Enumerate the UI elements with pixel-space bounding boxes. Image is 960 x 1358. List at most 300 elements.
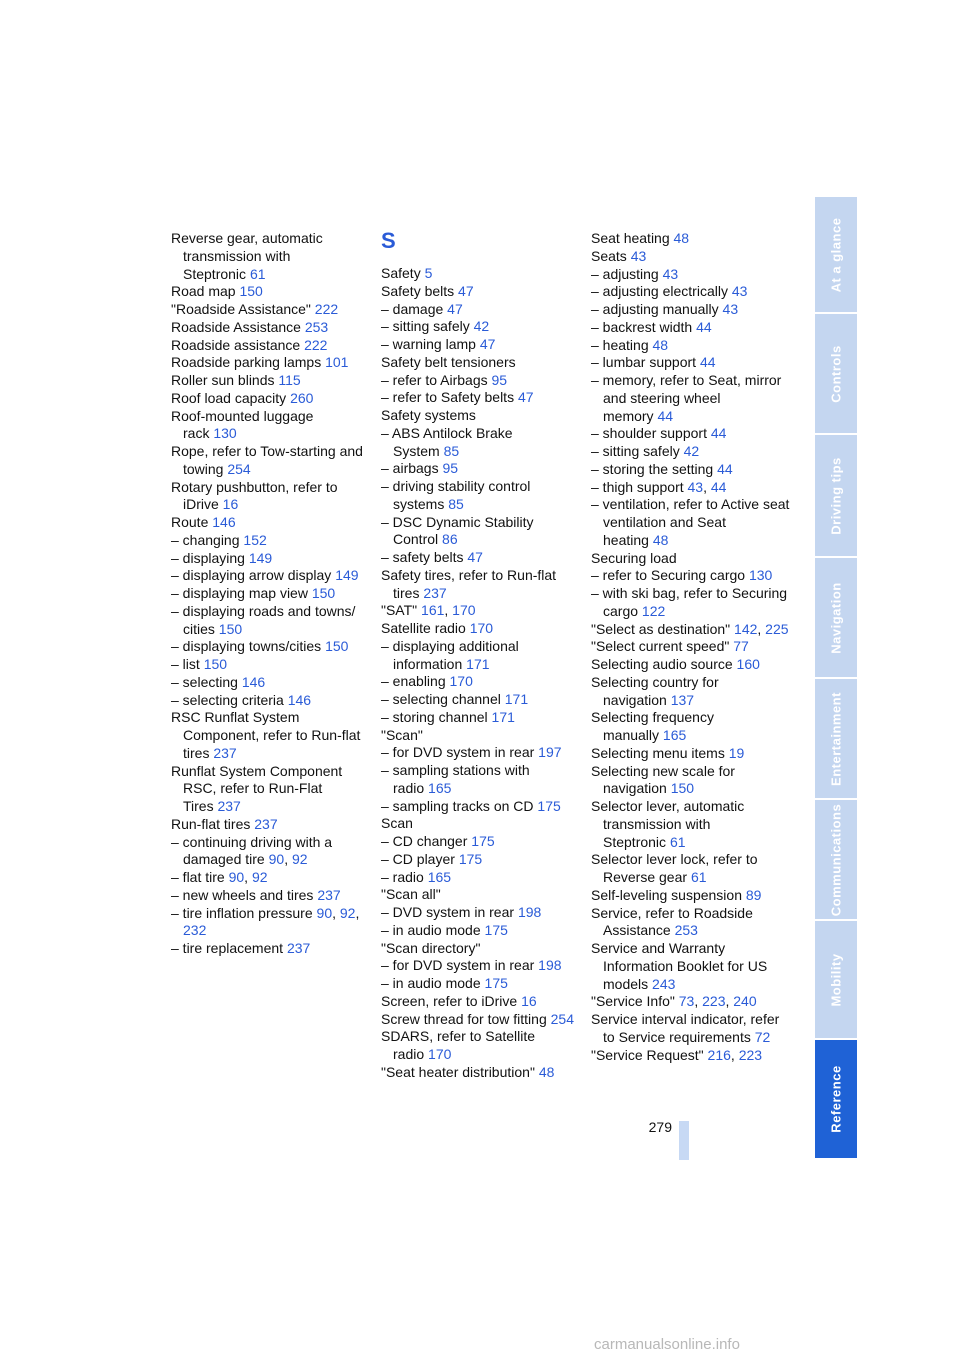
index-term: Runflat System Component RSC, refer to Run-Flat Tires xyxy=(171,762,343,814)
page-reference-link[interactable]: 48 xyxy=(673,230,690,246)
index-entry xyxy=(591,496,791,549)
index-term: – changing xyxy=(171,531,240,548)
index-term: "Select current speed" xyxy=(591,638,730,655)
index-entry xyxy=(381,975,581,993)
index-entry xyxy=(381,265,581,283)
index-entry: "SAT" 161, 170 xyxy=(381,602,476,619)
index-term: Route xyxy=(171,514,209,530)
index-term: – driving stability control systems xyxy=(381,478,531,512)
page-reference-link[interactable]: 47 xyxy=(447,300,463,317)
index-entry xyxy=(171,887,371,905)
page-reference-link[interactable]: 260 xyxy=(290,389,314,406)
page-reference-link[interactable]: 43 xyxy=(630,247,647,264)
index-term: Securing load xyxy=(591,549,677,566)
index-column-1 xyxy=(171,230,371,958)
index-term: – refer to Safety belts xyxy=(381,389,515,406)
index-term: – selecting channel xyxy=(381,691,501,707)
page-reference-link[interactable]: 101 xyxy=(325,354,349,371)
page-reference-link[interactable]: 44 xyxy=(657,407,674,424)
page-reference-link[interactable]: 61 xyxy=(249,265,266,282)
index-entry xyxy=(381,549,581,567)
page-reference-link[interactable]: 223 xyxy=(738,1046,763,1063)
page-reference-link[interactable]: 92 xyxy=(291,851,308,868)
index-term: Reverse gear, automatic transmission with Steptronic xyxy=(171,230,323,282)
index-entry xyxy=(591,798,791,851)
page-reference-link[interactable]: 165 xyxy=(428,779,452,796)
page-reference-link[interactable]: 171 xyxy=(466,655,490,672)
index-term: Scan xyxy=(381,815,413,832)
index-column-3 xyxy=(591,230,791,1064)
index-entry xyxy=(171,638,371,656)
page-reference-link[interactable]: 237 xyxy=(213,744,237,761)
index-term: Safety tires, refer to Run-flat tires xyxy=(381,566,557,601)
index-term: Selecting audio source xyxy=(591,656,733,672)
index-entry xyxy=(171,709,371,762)
index-entry xyxy=(171,674,371,692)
side-tab-mobility[interactable] xyxy=(815,921,857,1040)
index-entry xyxy=(591,425,791,443)
index-term: – CD changer xyxy=(381,833,468,849)
page-reference-link[interactable]: 92 xyxy=(251,869,268,885)
page-reference-link[interactable]: 95 xyxy=(442,460,459,477)
page-reference-link[interactable]: 61 xyxy=(669,833,686,850)
index-term: "Seat heater distribution" xyxy=(381,1063,535,1080)
index-term: – adjusting electrically xyxy=(591,283,728,300)
index-term: "Scan all" xyxy=(381,886,441,903)
page-reference-link[interactable]: 16 xyxy=(521,992,537,1009)
index-column-2 xyxy=(381,226,581,1082)
page-reference-link[interactable]: 171 xyxy=(504,691,529,707)
index-term: Seats xyxy=(591,247,627,264)
index-entry xyxy=(171,816,371,834)
index-entry xyxy=(591,550,791,568)
index-term: RSC Runflat System Component, refer to Run-flat tires xyxy=(171,709,361,761)
page-reference-link[interactable]: 222 xyxy=(304,336,328,353)
page-reference-link[interactable]: 92 xyxy=(339,904,356,921)
page-reference-link[interactable]: 216 xyxy=(707,1046,731,1063)
page-reference-link[interactable]: 150 xyxy=(670,780,695,797)
side-tab-communications[interactable] xyxy=(815,800,857,921)
index-term: – displaying arrow display xyxy=(171,567,332,584)
page-reference-link[interactable]: 48 xyxy=(538,1063,555,1080)
page-reference-link[interactable]: 197 xyxy=(538,744,562,761)
page-reference-link[interactable]: 47 xyxy=(479,336,496,352)
index-entry xyxy=(381,336,581,354)
index-term: Selecting country for navigation xyxy=(591,673,719,708)
index-entry xyxy=(381,372,581,390)
page-reference-link[interactable]: 170 xyxy=(469,620,494,636)
index-entry xyxy=(591,745,791,763)
page-reference-link[interactable]: 150 xyxy=(203,656,228,672)
page-reference-link[interactable]: 77 xyxy=(733,638,749,655)
index-entry xyxy=(381,318,581,336)
page-reference-link[interactable]: 165 xyxy=(662,727,687,743)
index-entry xyxy=(171,692,371,710)
page-reference-link[interactable]: 237 xyxy=(286,940,311,956)
page-reference-link[interactable]: 42 xyxy=(473,318,490,335)
page-reference-link[interactable]: 240 xyxy=(733,993,757,1010)
index-term: "Select as destination" xyxy=(591,620,731,637)
index-term: Road map xyxy=(171,283,236,300)
page-reference-link[interactable]: 16 xyxy=(222,496,239,513)
index-term: – displaying map view xyxy=(171,585,308,601)
index-entry xyxy=(591,337,791,355)
index-term: – enabling xyxy=(381,673,446,690)
page-reference-link[interactable]: 90 xyxy=(268,851,285,868)
page-reference-link[interactable]: 48 xyxy=(652,336,669,353)
index-entry xyxy=(171,230,371,283)
index-term: – tire replacement xyxy=(171,940,284,956)
page-reference-link[interactable]: 43 xyxy=(731,283,748,300)
index-entry xyxy=(591,283,791,301)
page-reference-link[interactable]: 146 xyxy=(241,673,266,690)
index-term: – adjusting xyxy=(591,265,659,282)
page-reference-link[interactable]: 237 xyxy=(254,815,278,832)
index-entry xyxy=(171,585,371,603)
index-entry xyxy=(591,940,791,993)
index-term: – list xyxy=(171,656,200,672)
index-entry xyxy=(381,620,581,638)
index-term: – damage xyxy=(381,300,444,317)
page-reference-link[interactable]: 222 xyxy=(314,301,339,317)
index-entry: – flat tire 90, 92 xyxy=(171,869,268,885)
index-entry xyxy=(591,461,791,479)
page-reference-link[interactable]: 150 xyxy=(325,638,349,655)
side-tab-navigation xyxy=(815,197,857,1160)
side-tab-entertainment[interactable] xyxy=(815,679,857,800)
index-entry xyxy=(381,851,581,869)
index-entry xyxy=(381,709,581,727)
index-entry xyxy=(381,283,581,301)
index-term: – DVD system in rear xyxy=(381,904,515,920)
page-reference-link[interactable]: 146 xyxy=(287,691,312,708)
index-entry xyxy=(171,337,371,355)
index-term: Safety xyxy=(381,265,421,281)
index-term: – displaying towns/cities xyxy=(171,638,322,655)
index-term: – ABS Antilock Brake System xyxy=(381,424,513,459)
page-reference-link[interactable]: 223 xyxy=(702,993,726,1010)
page-reference-link[interactable]: 175 xyxy=(471,833,495,849)
page-reference-link[interactable]: 86 xyxy=(442,531,458,548)
index-term: Service and Warranty Information Booklet for US models xyxy=(591,940,768,992)
index-entry xyxy=(381,478,581,514)
index-term: – for DVD system in rear xyxy=(381,744,535,761)
index-entry xyxy=(171,408,371,444)
index-entry xyxy=(381,957,581,975)
page-reference-link[interactable]: 150 xyxy=(239,283,263,300)
index-term: Run-flat tires xyxy=(171,815,251,832)
page-reference-link[interactable]: 253 xyxy=(674,922,698,939)
index-term: Screen, refer to iDrive xyxy=(381,992,518,1009)
page-reference-link[interactable]: 122 xyxy=(641,602,666,619)
index-entry xyxy=(381,354,581,372)
index-term: – lumbar support xyxy=(591,354,697,371)
page-reference-link[interactable]: 43 xyxy=(722,301,739,317)
index-term: Rotary pushbutton, refer to iDrive xyxy=(171,478,338,513)
page-reference-link[interactable]: 47 xyxy=(517,389,534,406)
index-term: – CD player xyxy=(381,850,455,867)
index-term: – shoulder support xyxy=(591,425,707,442)
page-reference-link[interactable]: 44 xyxy=(699,354,716,371)
index-term: – storing the setting xyxy=(591,460,714,477)
index-entry xyxy=(591,230,791,248)
page-reference-link[interactable]: 43 xyxy=(687,478,704,495)
page-reference-link[interactable]: 61 xyxy=(690,869,707,885)
index-term: Roller sun blinds xyxy=(171,372,275,388)
index-entry xyxy=(381,301,581,319)
page-reference-link[interactable]: 243 xyxy=(652,975,676,992)
page-reference-link[interactable]: 95 xyxy=(491,371,508,388)
index-entry xyxy=(591,372,791,425)
page-reference-link[interactable]: 73 xyxy=(678,993,695,1010)
index-term: – displaying additional information xyxy=(381,637,519,672)
footer-watermark: carmanualsonline.info xyxy=(594,1336,740,1353)
index-entry xyxy=(171,283,371,301)
page-reference-link[interactable]: 175 xyxy=(537,797,561,814)
page-reference-link[interactable]: 44 xyxy=(696,318,712,335)
index-entry xyxy=(171,532,371,550)
index-entry xyxy=(381,514,581,550)
page-reference-link[interactable]: 44 xyxy=(710,478,727,495)
index-entry xyxy=(381,389,581,407)
page-reference-link[interactable]: 161 xyxy=(421,602,445,619)
page-reference-link[interactable]: 85 xyxy=(448,495,464,512)
index-term: Selector lever, automatic transmission with Steptronic xyxy=(591,798,745,850)
page-reference-link[interactable]: 160 xyxy=(736,656,760,672)
index-term: Self-leveling suspension xyxy=(591,886,742,903)
index-term: – memory, refer to Seat, mirror and steering wheel memory xyxy=(591,372,782,424)
index-term: – displaying roads and towns/ cities xyxy=(171,602,356,637)
index-entry: – thigh support 43, 44 xyxy=(591,478,727,495)
page-reference-link[interactable]: 175 xyxy=(458,850,483,867)
index-entry xyxy=(381,1028,581,1064)
index-term: – tire inflation pressure xyxy=(171,904,313,921)
page-reference-link[interactable]: 89 xyxy=(745,886,762,903)
index-entry xyxy=(591,887,791,905)
index-entry xyxy=(591,266,791,284)
index-term: – adjusting manually xyxy=(591,301,719,317)
index-entry xyxy=(171,603,371,639)
index-entry xyxy=(591,709,791,745)
page-number: 279 xyxy=(648,1119,672,1135)
page-reference-link[interactable]: 149 xyxy=(335,567,359,584)
side-tab-label: Mobility xyxy=(828,952,844,1007)
page-reference-link[interactable]: 152 xyxy=(243,531,267,548)
page-reference-link[interactable]: 237 xyxy=(317,886,341,903)
index-term: – sampling tracks on CD xyxy=(381,797,534,814)
side-tab-reference[interactable] xyxy=(815,1040,857,1160)
page-reference-link[interactable]: 150 xyxy=(311,585,336,601)
page-reference-link[interactable]: 130 xyxy=(213,425,237,442)
index-entry xyxy=(381,904,581,922)
page-reference-link[interactable]: 48 xyxy=(652,531,669,548)
index-entry: "Select as destination" 142, 225 xyxy=(591,620,789,637)
index-term: – sitting safely xyxy=(381,318,470,335)
index-entry xyxy=(591,763,791,799)
page-reference-link[interactable]: 170 xyxy=(449,673,473,690)
index-entry xyxy=(591,585,791,621)
page-reference-link[interactable]: 130 xyxy=(748,567,773,584)
index-term: – heating xyxy=(591,336,649,353)
index-entry xyxy=(381,727,581,745)
index-entry xyxy=(171,514,371,532)
index-entry xyxy=(171,319,371,337)
index-term: – selecting criteria xyxy=(171,691,284,708)
index-entry xyxy=(591,443,791,461)
page-reference-link[interactable]: 198 xyxy=(538,957,562,974)
page-reference-link[interactable]: 165 xyxy=(427,868,452,885)
page-reference-link[interactable]: 170 xyxy=(452,602,476,619)
page-reference-link[interactable]: 115 xyxy=(278,372,301,388)
page-reference-link[interactable]: 149 xyxy=(248,549,273,566)
index-term: Selecting new scale for navigation xyxy=(591,762,735,797)
index-term: Roadside assistance xyxy=(171,336,301,353)
page-reference-link[interactable]: 47 xyxy=(458,282,474,299)
index-term: – warning lamp xyxy=(381,336,476,352)
index-entry xyxy=(171,443,371,479)
index-entry xyxy=(591,248,791,266)
page-reference-link[interactable]: 137 xyxy=(670,691,695,708)
index-term: Service, refer to Roadside Assistance xyxy=(591,904,753,939)
index-entry xyxy=(591,656,791,674)
index-entry xyxy=(591,567,791,585)
page-reference-link[interactable]: 198 xyxy=(517,904,542,920)
side-tab-label: At a glance xyxy=(828,217,844,292)
page-reference-link[interactable]: 90 xyxy=(228,869,245,885)
index-term: "Scan" xyxy=(381,726,423,743)
index-entry xyxy=(381,1064,581,1082)
page-reference-link[interactable]: 254 xyxy=(227,460,251,477)
page-reference-link[interactable]: 150 xyxy=(218,620,243,637)
page-reference-link[interactable]: 225 xyxy=(765,620,789,637)
page-reference-link[interactable]: 171 xyxy=(491,708,515,725)
index-term: – flat tire xyxy=(171,869,225,885)
page-reference-link[interactable]: 146 xyxy=(212,514,236,530)
index-term: – sitting safely xyxy=(591,443,680,459)
page-reference-link[interactable]: 42 xyxy=(683,443,700,459)
index-entry xyxy=(171,479,371,515)
index-term: Rope, refer to Tow-starting and towing xyxy=(171,443,363,477)
index-term: – DSC Dynamic Stability Control xyxy=(381,513,534,548)
side-tab-label: Communications xyxy=(828,803,844,916)
side-tab-at-a-glance[interactable] xyxy=(815,197,857,314)
index-term: Safety belt tensioners xyxy=(381,353,516,370)
index-entry xyxy=(381,744,581,762)
index-term: – new wheels and tires xyxy=(171,886,314,903)
index-term: – with ski bag, refer to Securing cargo xyxy=(591,585,788,619)
index-term: – airbags xyxy=(381,460,439,477)
page-reference-link[interactable]: 232 xyxy=(183,922,207,939)
index-entry xyxy=(171,656,371,674)
index-term: Satellite radio xyxy=(381,620,466,636)
index-entry xyxy=(591,354,791,372)
index-term: – radio xyxy=(381,868,424,885)
page-reference-link[interactable]: 175 xyxy=(484,921,508,938)
page-reference-link[interactable]: 170 xyxy=(428,1046,452,1062)
index-entry xyxy=(591,1011,791,1047)
index-term: Selecting menu items xyxy=(591,744,725,761)
index-entry xyxy=(381,922,581,940)
page-reference-link[interactable]: 44 xyxy=(710,425,727,442)
index-term: – thigh support xyxy=(591,478,684,495)
index-term: Roadside parking lamps xyxy=(171,354,322,371)
index-entry xyxy=(381,1011,581,1029)
index-term: Service interval indicator, refer to Service requirements xyxy=(591,1011,780,1045)
page-reference-link[interactable]: 72 xyxy=(754,1028,771,1045)
index-entry xyxy=(171,940,371,958)
index-entry: "Service Info" 73, 223, 240 xyxy=(591,993,757,1010)
index-entry xyxy=(591,851,791,887)
page-reference-link[interactable]: 44 xyxy=(717,460,733,477)
index-entry xyxy=(381,833,581,851)
page-reference-link[interactable]: 142 xyxy=(734,620,758,637)
index-term: – displaying xyxy=(171,549,245,566)
index-term: Roadside Assistance xyxy=(171,318,301,335)
index-entry xyxy=(171,567,371,585)
index-entry xyxy=(381,638,581,674)
index-entry xyxy=(381,567,581,603)
index-term: – continuing driving with a damaged tire xyxy=(171,833,333,868)
side-tab-navigation[interactable] xyxy=(815,558,857,679)
index-term: – storing channel xyxy=(381,708,488,725)
index-term: "Scan directory" xyxy=(381,939,481,956)
side-tab-driving-tips[interactable] xyxy=(815,435,857,558)
side-tab-label: Reference xyxy=(828,1065,844,1133)
index-entry: – tire inflation pressure 90, 92, 232 xyxy=(171,904,360,939)
index-term: – for DVD system in rear xyxy=(381,957,535,974)
index-entry xyxy=(381,691,581,709)
index-entry xyxy=(381,940,581,958)
index-term: – ventilation, refer to Active seat ventilation and Seat heating xyxy=(591,496,790,548)
page-reference-link[interactable]: 85 xyxy=(443,442,460,459)
page-reference-link[interactable]: 237 xyxy=(423,584,447,601)
page-reference-link[interactable]: 175 xyxy=(484,975,508,991)
index-term: – sampling stations with radio xyxy=(381,762,530,796)
index-term: "Service Request" xyxy=(591,1046,704,1063)
page-reference-link[interactable]: 43 xyxy=(662,265,679,282)
index-entry xyxy=(171,372,371,390)
page-reference-link[interactable]: 237 xyxy=(217,798,241,814)
index-term: Seat heating xyxy=(591,230,670,246)
index-term: Selecting frequency manually xyxy=(591,709,714,743)
index-entry xyxy=(171,301,371,319)
index-entry: – continuing driving with a damaged tire 90, 92 xyxy=(171,833,333,868)
page-reference-link[interactable]: 19 xyxy=(728,744,745,761)
index-term: Roof-mounted luggage rack xyxy=(171,407,314,442)
page-reference-link[interactable]: 5 xyxy=(424,265,433,281)
page-reference-link[interactable]: 253 xyxy=(304,318,329,335)
page-reference-link[interactable]: 254 xyxy=(550,1010,574,1027)
index-entry xyxy=(381,886,581,904)
index-entry xyxy=(381,460,581,478)
index-entry xyxy=(171,550,371,568)
index-term: Screw thread for tow fitting xyxy=(381,1010,547,1027)
page-reference-link[interactable]: 47 xyxy=(467,549,483,565)
index-entry xyxy=(381,673,581,691)
side-tab-label: Driving tips xyxy=(828,456,844,535)
section-letter: S xyxy=(381,228,396,253)
index-term: Safety belts xyxy=(381,282,455,299)
index-term: – in audio mode xyxy=(381,975,481,991)
index-entry xyxy=(591,638,791,656)
index-term: Safety systems xyxy=(381,407,476,423)
side-tab-controls[interactable] xyxy=(815,314,857,435)
index-term: – refer to Airbags xyxy=(381,371,488,388)
index-term: – refer to Securing cargo xyxy=(591,567,746,584)
index-term: – backrest width xyxy=(591,318,693,335)
page-reference-link[interactable]: 90 xyxy=(316,904,333,921)
index-term: Selector lever lock, refer to Reverse gear xyxy=(591,851,758,885)
